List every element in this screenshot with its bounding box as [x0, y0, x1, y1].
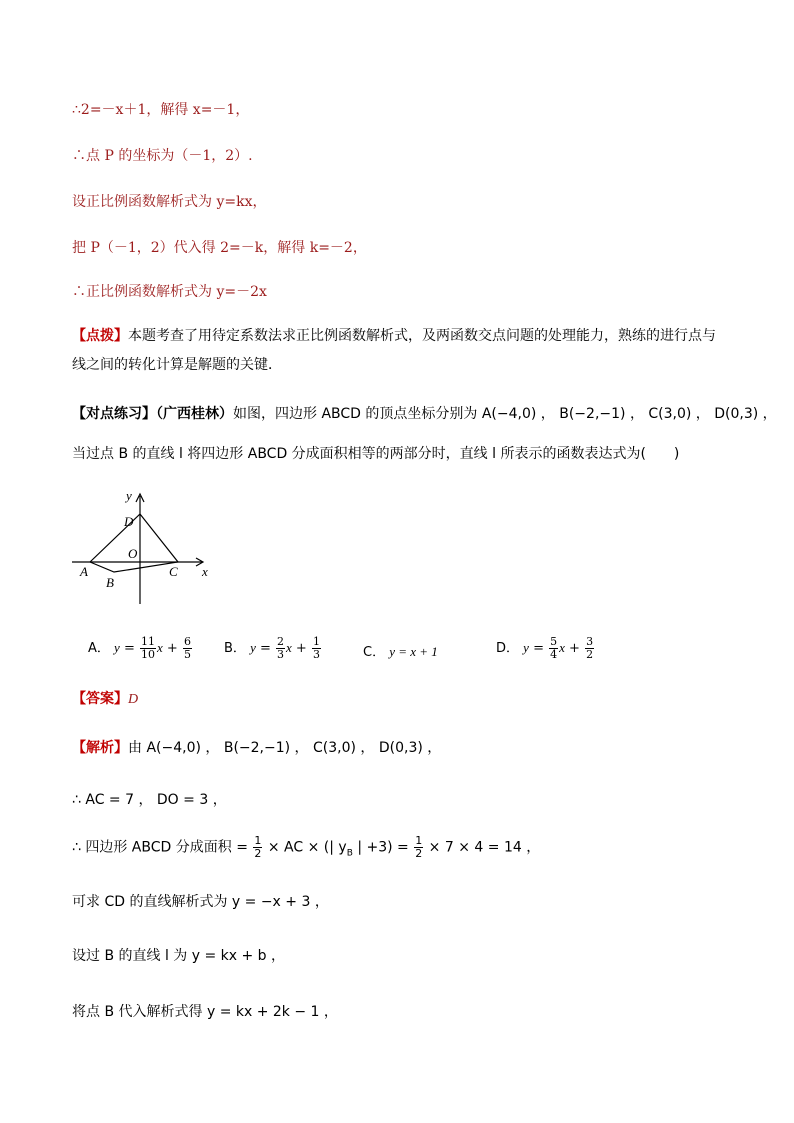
solution-line-2: ∴点 P 的坐标为（－1，2）.: [72, 148, 253, 164]
dianbo-paragraph: [72, 327, 716, 345]
quadrilateral-abcd: [90, 514, 178, 572]
analysis-line-4: 可求 CD 的直线解析式为 y = −x + 3 ，: [72, 894, 329, 910]
y-axis-label: y: [126, 488, 132, 503]
dianbo-text-2: 线之间的转化计算是解题的关键．: [72, 357, 282, 373]
quadrilateral-figure: [68, 486, 218, 611]
exercise-tag: 【对点练习】（广西桂林）: [72, 406, 233, 422]
option-d[interactable]: D． y = $\frac{5}{4}$ x + $\frac{3}{2}$: [496, 635, 594, 661]
origin-label: O: [128, 546, 138, 561]
analysis-line-6: 将点 B 代入解析式得 y = kx + 2k − 1 ，: [72, 1004, 338, 1020]
option-d-b: $\frac{3}{2}$: [586, 635, 594, 661]
exercise-text-1: 如图，四边形 ABCD 的顶点坐标分别为 A(−4,0) ， B(−2,−1) ， C(3,0) ， D(0,3) ，: [233, 406, 777, 422]
option-c-expr: y = x + 1: [389, 644, 438, 659]
dianbo-text-1: 本题考查了用待定系数法求正比例函数解析式，及两函数交点问题的处理能力，熟练的进行点与: [128, 328, 716, 344]
analysis-text-1: 由 A(−4,0) ， B(−2,−1) ， C(3,0) ， D(0,3) ，: [128, 740, 442, 756]
option-b-k: $\frac{2}{3}$: [277, 635, 285, 661]
exercise-text-2: 当过点 B 的直线 l 将四边形 ABCD 分成面积相等的两部分时，直线 l 所表示的函数表达式为( ): [72, 446, 680, 462]
solution-line-1: ∴2=－x＋1，解得 x=－1，: [72, 102, 250, 118]
point-c-label: C: [169, 564, 178, 579]
answer-value: D: [128, 692, 139, 707]
answer-tag: 【答案】: [72, 691, 128, 707]
option-a[interactable]: A． y = $\frac{11}{10}$ x + $\frac{6}{5}$: [88, 635, 191, 661]
answer-line: [72, 690, 138, 709]
option-a-b: $\frac{6}{5}$: [183, 635, 191, 661]
dianbo-tag: 【点拨】: [72, 328, 128, 344]
option-c[interactable]: C． y = x + 1: [363, 644, 438, 660]
solution-line-4: 把 P（－1，2）代入得 2=－k，解得 k=－2，: [72, 240, 367, 256]
analysis-line-3: ∴ 四边形 ABCD 分成面积 = $\frac{1}{2}$ × AC × (| $y_B$ | +3) = $\frac{1}{2}$ × 7 × 4 = 14 ，: [72, 834, 541, 860]
analysis-tag: 【解析】: [72, 740, 128, 756]
solution-line-5: ∴正比例函数解析式为 y=－2x: [72, 284, 267, 300]
option-b[interactable]: B． y = $\frac{2}{3}$ x + $\frac{1}{3}$: [224, 635, 320, 661]
solution-line-3: 设正比例函数解析式为 y=kx，: [72, 194, 267, 210]
x-axis-label: x: [202, 564, 208, 579]
point-b-label: B: [106, 575, 114, 590]
option-d-k: $\frac{5}{4}$: [550, 635, 558, 661]
analysis-line-1: [72, 739, 441, 757]
exercise-paragraph: [72, 405, 777, 423]
option-b-b: $\frac{1}{3}$: [312, 635, 320, 661]
half-fraction-1: $\frac{1}{2}$: [254, 834, 262, 860]
analysis-line-2: ∴ AC = 7 ， DO = 3 ，: [72, 792, 227, 808]
point-a-label: A: [80, 564, 88, 579]
option-a-k: $\frac{11}{10}$: [141, 635, 155, 661]
half-fraction-2: $\frac{1}{2}$: [415, 834, 423, 860]
analysis-line-5: 设过 B 的直线 l 为 y = kx + b ，: [72, 948, 286, 964]
point-d-label: D: [124, 514, 134, 529]
